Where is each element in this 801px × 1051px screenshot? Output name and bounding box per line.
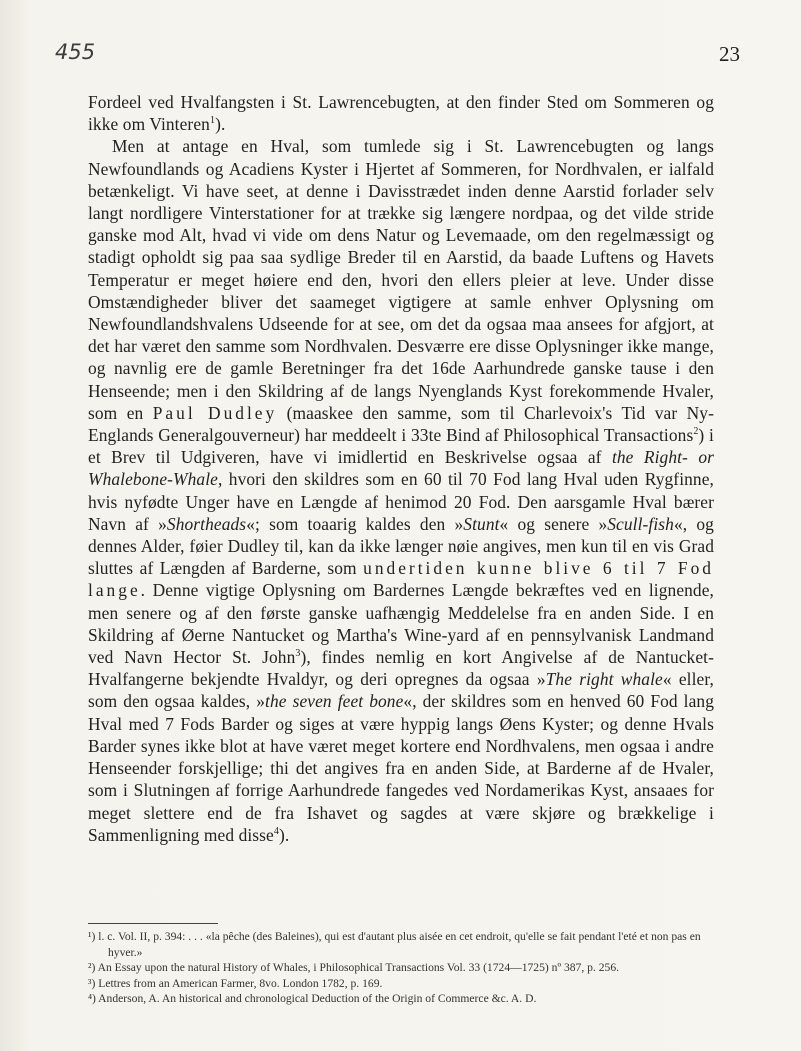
footnote: ³) Lettres from an American Farmer, 8vo. London 1782, p. 169. [88, 976, 383, 990]
paragraph: Men at antage en Hval, som tumlede sig i St. Lawrencebugten og langs Newfoundlands og Acadiens Kyster i Hjertet af Sommeren, for Nordhvalen, er ialfald betænkeligt. Vi have seet, at denne i Davisstrædet inden denne Aarstid forlader selv langt nordligere Vinterstationer for at trække sig længere nordpaa, og det vilde stride ganske mod Alt, hvad vi vide om dens Natur og Levemaade, om den regelmæssigt og stadigt opholdt sig paa saa sydlige Breder til en Aarstid, da baade Luftens og Havets Temperatur er meget høiere end den, hvori den ellers pleier at leve. Under disse Omstændigheder bliver det saameget vigtigere at samle enhver Oplysning om Newfoundlandshvalens Udseende for at see, om det da ogsaa maa ansees for afgjort, at det har været den samme som Nordhvalen. Desværre ere disse Oplysninger ikke mange, og navnlig ere de gamle Beretninger fra det 16de Aarhundrede ganske tause i den Henseende; men i den Skildring af de langs Nyenglands Kyst forekommende Hvaler, som en Paul Dudley (maaskee den samme, som til Charlevoix's Tid var Ny-Englands Generalgouverneur) har meddeelt i 33te Bind af Philosophical Transactions$^2$) i et Brev til Udgiveren, have vi imidlertid en Beskrivelse ogsaa af the Right- or Whalebone-Whale, hvori den skildres som en 60 til 70 Fod lang Hval uden Rygfinne, hvis nyfødte Unger have en Længde af henimod 20 Fod. Den aarsgamle Hval bærer Navn af »Shortheads«; som toaarig kaldes den »Stunt« og senere »Scull-fish«, og dennes Alder, føier Dudley til, kan da ikke længer nøie angives, men kun til en vis Grad sluttes af Længden af Barderne, som undertiden kunne blive 6 til 7 Fod lange. Denne vigtige Oplysning om Bardernes Længde bekræftes ved en lignende, men senere og af den første ganske uafhængig Meddelelse fra en anden Side. I en Skildring af Øerne Nantucket og Martha's Wine-yard af en pennsylvanisk Landmand ved Navn Hector St. John$^3$), findes nemlig en kort Angivelse af de Nantucket-Hvalfangerne bekjendte Hvaldyr, og deri opregnes da ogsaa »The right whale« eller, som den ogsaa kaldes, »the seven feet bone«, der skildres som en henved 60 Fod lang Hval med 7 Fods Barder og siges at være hyppig langs Øens Kyster; og denne Hvals Barder synes ikke blot at have været meget kortere end Nordhvalens, men ogsaa i andre Henseender forskjellige; thi det angives fra en anden Side, at Barderne af de Hvaler, som i Slutningen af forrige Aarhundrede fangedes ved Nordamerikas Kyst, ansaaes for meget slettere end de fra Ishavet og sagdes at være skjøre og brækkelige i Sammenligning med disse$^4$). [88, 136, 715, 845]
paragraph: Fordeel ved Hvalfangsten i St. Lawrencebugten, at den finder Sted om Sommeren og ikke om Vinteren$^1$). [88, 92, 714, 135]
footnote: ¹) l. c. Vol. II, p. 394: . . . «la pêche (des Baleines), qui est d'autant plus aisée en cet endroit, qu'elle se fait pendant l'eté et non pas en hyver.» [88, 930, 701, 959]
page-number: 23 [719, 42, 740, 66]
handwritten-page-number: 455 [55, 40, 96, 64]
footnotes [88, 929, 714, 1007]
body-text [88, 91, 714, 846]
footnote-divider [88, 923, 218, 924]
footnote: ²) An Essay upon the natural History of Whales, i Philosophical Transactions Vol. 33 (1724—1725) nº 387, p. 256. [88, 961, 620, 975]
footnote: ⁴) Anderson, A. An historical and chronological Deduction of the Origin of Commerce &c. A. D. [88, 992, 537, 1006]
